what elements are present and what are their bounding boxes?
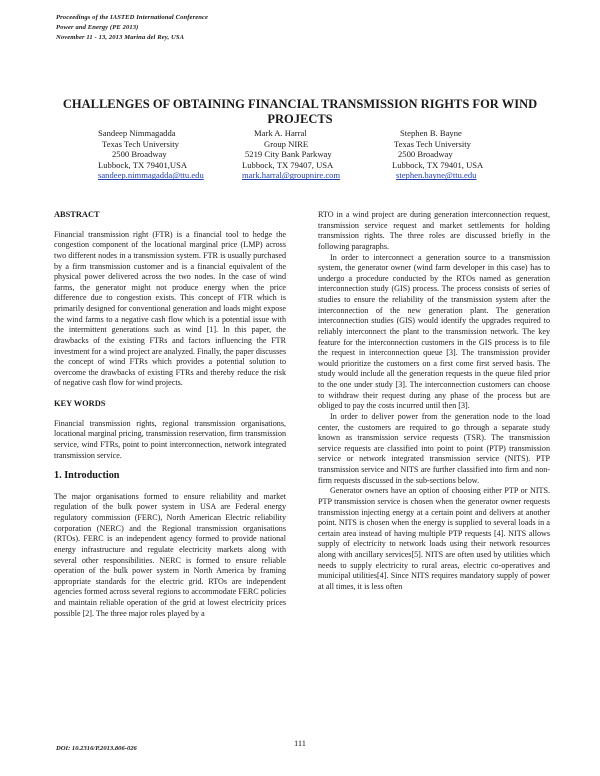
header-line-2: Power and Energy (PE 2013) xyxy=(56,24,139,31)
author-name: Mark A. Harral xyxy=(254,128,307,138)
author-block-1 xyxy=(98,128,204,181)
body-paragraph: Generator owners have an option of choosing either PTP or NITS. PTP transmission service is chosen when the generator owner requests transmission injecting energy at a certain point and delivers at another point. NITS is chosen when the energy is supplied to several loads in a certain area instead of having multiple PTP requests [4]. NITS allows supply of electricity to network loads using their network resources along with ancillary services[5]. NITS are often used by utilities which needs to supply electricity to rural areas, electric co-operatives and municipal utilities[4]. Since NITS requires mandatory supply of power at all times, it is less often xyxy=(318,486,550,591)
doi-footer: DOI: 10.2316/P.2013.806-026 xyxy=(56,745,137,752)
introduction-heading: 1. Introduction xyxy=(54,470,120,482)
keywords-text: Financial transmission rights, regional transmission organisations, locational marginal pricing, transmission reservation, firm transmission service, wind FTRs, point to point interconnection, network integrated transmission service. xyxy=(54,418,286,460)
body-paragraph: In order to deliver power from the generation node to the load center, the customers are required to go through a separate study known as transmission service requests (TSR). The transmission service requests are classified into point to point (PTP) transmission service or network integrated transmission service (NITS). PTP transmission service and NITS are further classified into firm and non-firm requests discussed in the sub-sections below. xyxy=(318,411,550,485)
body-paragraph: In order to interconnect a generation source to a transmission system, the generator owner (wind farm developer in this case) has to undergo a procedure conducted by the RTOs named as generation interconnection study (GIS) process. The process consists of series of studies to ensure the reliability of the transmission system after the interconnection of the new generation plant. The generation interconnection studies (GIS) would identify the upgrades required to reliably interconnect the plant to the transmission network. The key feature for the interconnection customers in the GIS process is to file the request in interconnection queue [3]. The transmission provider would prioritize the customers on a first come first served basis. The study would include all the generation requests in the queue filed prior to the one under study [3]. The interconnection customers can choose to withdraw their request during any phase of the process but are obliged to pay the costs incurred until then [3]. xyxy=(318,252,550,411)
paper-title: CHALLENGES OF OBTAINING FINANCIAL TRANSMISSION RIGHTS FOR WIND PROJECTS xyxy=(62,97,538,126)
introduction-paragraph: The major organisations formed to ensure reliability and market regulation of the bulk power system in USA are Federal energy regulatory commission (FERC), North American Electric reliability corporation (NERC) and the Regional transmission organisations (RTOs). FERC is an independent agency formed to provide national energy infrastructure and regulate electricity markets along with several other responsibilities. NERC is formed to ensure reliable operation of the bulk power system in North America by framing appropriate standards for the electric grid. RTOs are independent agencies formed across several regions to accommodate FERC policies and maintain reliable operation of the grid at lowest electricity prices possible [2]. The three major roles played by a xyxy=(54,491,286,618)
author-street: 2500 Broadway xyxy=(112,149,167,160)
right-column xyxy=(318,210,550,593)
author-name: Stephen B. Bayne xyxy=(400,128,462,138)
author-street: 5219 City Bank Parkway xyxy=(245,149,332,160)
header-line-1: Proceedings of the IASTED International Conference xyxy=(56,14,209,21)
author-email-link[interactable]: mark.harral@groupnire.com xyxy=(242,170,341,181)
author-city: Lubbock, TX 79401,USA xyxy=(98,159,188,170)
header-line-3: November 11 - 13, 2013 Marina del Rey, USA xyxy=(56,34,185,41)
page-number: 111 xyxy=(293,738,307,748)
keywords-heading: KEY WORDS xyxy=(54,399,106,408)
abstract-text: Financial transmission right (FTR) is a financial tool to hedge the congestion component of the locational marginal price (LMP) across two different nodes in a transmission system. FTR is usually purchased by a firm transmission customer and is a financial equivalent of the physical power delivered across the two nodes. In the case of wind farms, the generator might not produce energy when the price difference due to congestion exists. This concept of FTR which is primarily designed for conventional generation and loads might expose the wind farms to a negative cash flow which is a potential issue with the intermittent generations such as wind [1]. In this paper, the drawbacks of the existing FTRs and factors influencing the FTR investment for a wind project are analyzed. Finally, the paper discusses the concept of wind FTRs which provides a potential solution to overcome the drawbacks of existing FTRs and thereby reduce the risk of negative cash flow for wind projects. xyxy=(54,229,286,388)
author-city: Lubbock, TX 79401, USA xyxy=(392,159,484,170)
author-org: Texas Tech University xyxy=(394,138,471,149)
author-org: Texas Tech University xyxy=(102,138,179,149)
author-email-link[interactable]: stephen.bayne@ttu.edu xyxy=(396,170,477,181)
author-name: Sandeep Nimmagadda xyxy=(98,128,176,138)
author-block-3 xyxy=(392,128,483,181)
author-email-link[interactable]: sandeep.nimmagadda@ttu.edu xyxy=(98,170,204,181)
author-org: Group NIRE xyxy=(264,138,309,149)
author-street: 2500 Broadway xyxy=(398,149,453,160)
abstract-heading: ABSTRACT xyxy=(54,210,100,219)
author-block-2 xyxy=(242,128,340,181)
author-city: Lubbock, TX 79407, USA xyxy=(242,159,334,170)
left-column xyxy=(54,210,286,619)
body-paragraph: RTO in a wind project are during generation interconnection request, transmission service request and market settlements for holding transmission rights. The three roles are discussed briefly in the following paragraphs. xyxy=(318,210,550,251)
conference-header xyxy=(56,13,208,43)
